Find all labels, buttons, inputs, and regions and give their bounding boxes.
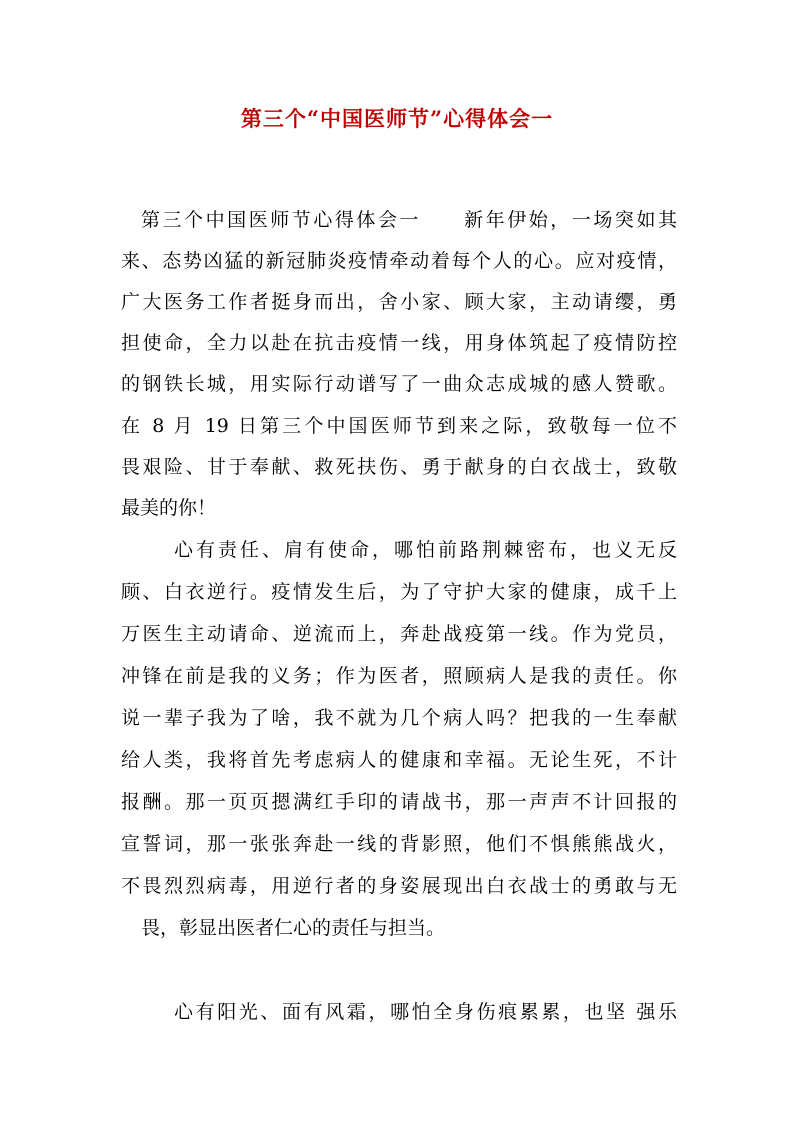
paragraph-2-line-9: 不畏烈烈病毒，用逆行者的身姿展现出白衣战士的勇敢与无 xyxy=(121,875,677,897)
paragraph-2-line-7: 报酬。那一页页摁满红手印的请战书，那一声声不计回报的 xyxy=(121,791,677,813)
document-title: 第三个“中国医师节”心得体会一 xyxy=(240,106,554,131)
paragraph-1-line-3: 广大医务工作者挺身而出，舍小家、顾大家，主动请缨，勇 xyxy=(121,291,677,313)
paragraph-2-line-10: 畏，彰显出医者仁心的责任与担当。 xyxy=(141,917,446,939)
paragraph-1-line-8: 最美的你！ xyxy=(121,497,217,519)
paragraph-3-line-1: 心有阳光、面有风霜，哪怕全身伤痕累累，也坚 强乐 xyxy=(174,1001,677,1023)
paragraph-1-line-2: 来、态势凶猛的新冠肺炎疫情牵动着每个人的心。应对疫情， xyxy=(121,250,677,272)
paragraph-1-line-1: 第三个中国医师节心得体会一 新年伊始，一场突如其 xyxy=(141,209,677,231)
paragraph-2-line-6: 给人类，我将首先考虑病人的健康和幸福。无论生死，不计 xyxy=(121,749,677,771)
paragraph-1-line-4: 担使命，全力以赴在抗击疫情一线，用身体筑起了疫情防控 xyxy=(121,332,677,354)
paragraph-1-line-5: 的钢铁长城，用实际行动谱写了一曲众志成城的感人赞歌。 xyxy=(121,373,677,395)
paragraph-1-line-7: 畏艰险、甘于奉献、救死扶伤、勇于献身的白衣战士，致敬 xyxy=(121,456,677,478)
paragraph-2-line-3: 万医生主动请命、逆流而上，奔赴战疫第一线。作为党员， xyxy=(121,623,677,645)
paragraph-2-line-2: 顾、白衣逆行。疫情发生后，为了守护大家的健康，成千上 xyxy=(121,581,677,603)
paragraph-2-line-4: 冲锋在前是我的义务；作为医者，照顾病人是我的责任。你 xyxy=(121,665,677,687)
paragraph-2-line-8: 宣誓词，那一张张奔赴一线的背影照，他们不惧熊熊战火， xyxy=(121,833,677,855)
paragraph-1-line-6: 在 8 月 19 日第三个中国医师节到来之际，致敬每一位不 xyxy=(121,415,677,437)
paragraph-2-line-1: 心有责任、肩有使命，哪怕前路荆棘密布，也义无反 xyxy=(174,539,677,561)
paragraph-2-line-5: 说一辈子我为了啥，我不就为几个病人吗？把我的一生奉献 xyxy=(121,707,677,729)
